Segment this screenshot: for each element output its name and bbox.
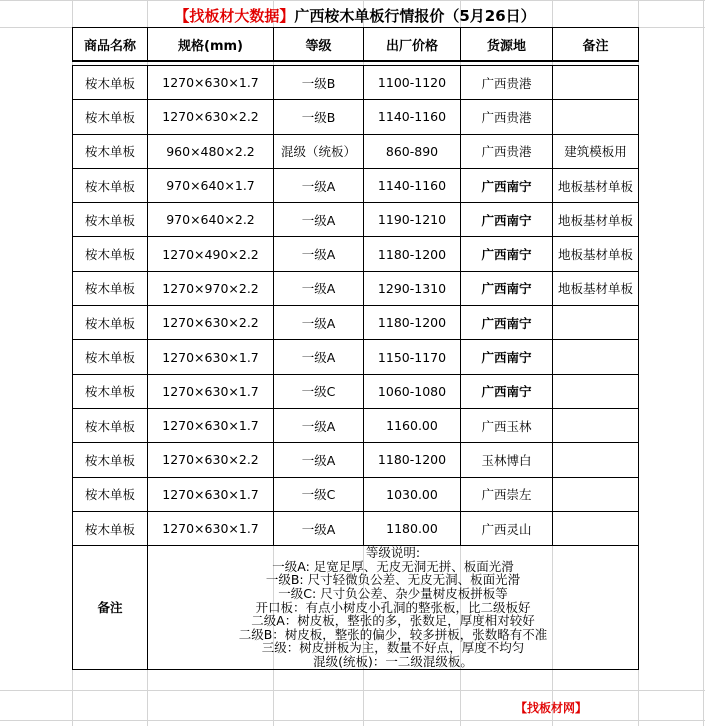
cell-name: 桉木单板 (73, 168, 148, 202)
cell-grade: 一级A (274, 340, 364, 374)
cell-spec: 970×640×2.2 (148, 203, 274, 237)
cell-source: 广西南宁 (461, 168, 553, 202)
cell-spec: 960×480×2.2 (148, 134, 274, 168)
table-row (73, 237, 639, 271)
header-remark: 备注 (553, 28, 639, 62)
cell-source: 广西南宁 (461, 237, 553, 271)
cell-source: 广西贵港 (461, 66, 553, 100)
cell-source: 广西南宁 (461, 203, 553, 237)
cell-source: 广西贵港 (461, 134, 553, 168)
grade-notes (148, 546, 639, 669)
cell-grade: 一级A (274, 237, 364, 271)
table-row (73, 66, 639, 100)
table-row (73, 134, 639, 168)
header-grade: 等级 (274, 28, 364, 62)
cell-name: 桉木单板 (73, 408, 148, 442)
cell-spec: 1270×630×1.7 (148, 340, 274, 374)
cell-price: 1290-1310 (364, 271, 461, 305)
notes-line: 混级(统板)：一二级混级板。 (313, 653, 473, 669)
cell-price: 1180-1200 (364, 306, 461, 340)
cell-remark: 建筑模板用 (553, 134, 639, 168)
cell-remark (553, 306, 639, 340)
cell-price: 1140-1160 (364, 100, 461, 134)
cell-remark (553, 340, 639, 374)
table-row (73, 271, 639, 305)
cell-source: 广西南宁 (461, 306, 553, 340)
cell-price: 1180-1200 (364, 443, 461, 477)
cell-name: 桉木单板 (73, 374, 148, 408)
table-row (73, 306, 639, 340)
cell-spec: 970×640×1.7 (148, 168, 274, 202)
notes-row (73, 546, 639, 669)
table-row (73, 477, 639, 511)
table-row (73, 443, 639, 477)
cell-remark (553, 100, 639, 134)
cell-price: 1160.00 (364, 408, 461, 442)
cell-source: 广西灵山 (461, 511, 553, 545)
notes-line: 开口板：有点小树皮小孔洞的整张板，比二级板好 (255, 599, 531, 615)
cell-spec: 1270×490×2.2 (148, 237, 274, 271)
cell-grade: 一级A (274, 168, 364, 202)
cell-spec: 1270×630×1.7 (148, 477, 274, 511)
cell-grade: 一级A (274, 203, 364, 237)
cell-name: 桉木单板 (73, 340, 148, 374)
cell-price: 1180-1200 (364, 237, 461, 271)
cell-grade: 一级A (274, 306, 364, 340)
cell-price: 1150-1170 (364, 340, 461, 374)
header-row (73, 28, 639, 62)
notes-line: 二级B：树皮板，整张的偏少，较多拼板，张数略有不准 (238, 626, 548, 642)
cell-remark (553, 477, 639, 511)
cell-source: 广西玉林 (461, 408, 553, 442)
cell-price: 860-890 (364, 134, 461, 168)
notes-line: 一级A: 足宽足厚、无皮无洞无拼、板面光滑 (272, 558, 514, 574)
cell-name: 桉木单板 (73, 477, 148, 511)
header-name: 商品名称 (73, 28, 148, 62)
cell-name: 桉木单板 (73, 511, 148, 545)
table-row (73, 168, 639, 202)
cell-name: 桉木单板 (73, 306, 148, 340)
cell-name: 桉木单板 (73, 66, 148, 100)
header-source: 货源地 (461, 28, 553, 62)
page-title (72, 0, 638, 30)
table-row (73, 100, 639, 134)
notes-label: 备注 (73, 546, 148, 669)
cell-price: 1060-1080 (364, 374, 461, 408)
header-price: 出厂价格 (364, 28, 461, 62)
table-row (73, 203, 639, 237)
cell-price: 1190-1210 (364, 203, 461, 237)
notes-line: 等级说明: (365, 545, 421, 561)
cell-spec: 1270×630×2.2 (148, 306, 274, 340)
cell-grade: 一级A (274, 271, 364, 305)
cell-price: 1140-1160 (364, 168, 461, 202)
cell-grade: 一级A (274, 408, 364, 442)
cell-grade: 一级B (274, 100, 364, 134)
table-row (73, 340, 639, 374)
cell-grade: 一级A (274, 443, 364, 477)
notes-line: 一级B: 尺寸轻微负公差、无皮无洞、板面光滑 (265, 572, 521, 588)
cell-remark: 地板基材单板 (553, 168, 639, 202)
cell-source: 广西贵港 (461, 100, 553, 134)
cell-remark (553, 443, 639, 477)
cell-price: 1100-1120 (364, 66, 461, 100)
cell-spec: 1270×630×1.7 (148, 408, 274, 442)
cell-name: 桉木单板 (73, 203, 148, 237)
cell-spec: 1270×630×1.7 (148, 374, 274, 408)
cell-remark (553, 374, 639, 408)
cell-source: 广西南宁 (461, 374, 553, 408)
title-brand: 【找板材大数据】 (174, 6, 295, 25)
notes-line: 一级C: 尺寸负公差、杂少量树皮板拼板等 (278, 585, 508, 601)
cell-remark: 地板基材单板 (553, 203, 639, 237)
cell-name: 桉木单板 (73, 134, 148, 168)
cell-grade: 一级B (274, 66, 364, 100)
cell-remark (553, 511, 639, 545)
cell-remark: 地板基材单板 (553, 271, 639, 305)
notes-line: 二级A：树皮板，整张的多，张数足，厚度相对较好 (251, 613, 535, 629)
header-spec: 规格(mm) (148, 28, 274, 62)
cell-source: 广西南宁 (461, 271, 553, 305)
title-text: 广西桉木单板行情报价（5月26日） (294, 6, 536, 25)
cell-name: 桉木单板 (73, 443, 148, 477)
table-row (73, 511, 639, 545)
cell-remark: 地板基材单板 (553, 237, 639, 271)
footer-brand: 【找板材网】 (515, 701, 588, 715)
cell-spec: 1270×630×1.7 (148, 66, 274, 100)
cell-grade: 混级（统板） (274, 134, 364, 168)
cell-spec: 1270×630×1.7 (148, 511, 274, 545)
cell-price: 1030.00 (364, 477, 461, 511)
cell-spec: 1270×630×2.2 (148, 443, 274, 477)
cell-remark (553, 408, 639, 442)
price-table (72, 27, 639, 670)
notes-line: 三级：树皮拼板为主，数量不好点，厚度不均匀 (261, 640, 525, 656)
cell-grade: 一级A (274, 511, 364, 545)
cell-price: 1180.00 (364, 511, 461, 545)
table-row (73, 408, 639, 442)
cell-source: 玉林博白 (461, 443, 553, 477)
cell-remark (553, 66, 639, 100)
cell-name: 桉木单板 (73, 237, 148, 271)
cell-name: 桉木单板 (73, 100, 148, 134)
cell-source: 广西南宁 (461, 340, 553, 374)
cell-spec: 1270×630×2.2 (148, 100, 274, 134)
cell-name: 桉木单板 (73, 271, 148, 305)
cell-spec: 1270×970×2.2 (148, 271, 274, 305)
table-row (73, 374, 639, 408)
cell-grade: 一级C (274, 374, 364, 408)
cell-source: 广西崇左 (461, 477, 553, 511)
cell-grade: 一级C (274, 477, 364, 511)
